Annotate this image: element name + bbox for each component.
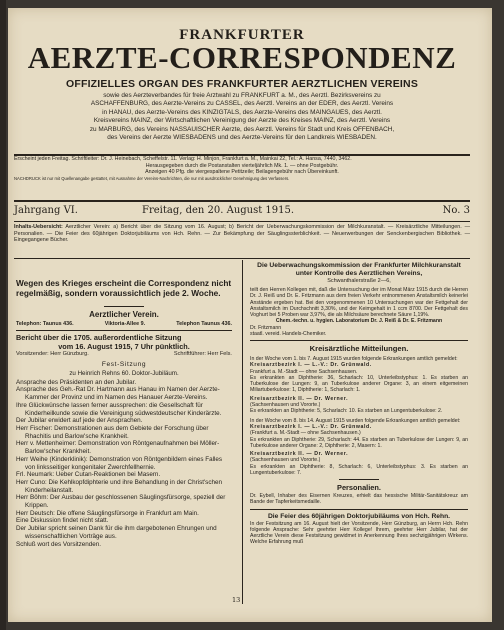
milch-body: teilt den Herren Kollegen mit, daß die Untersuchung der im Monat März 1915 durch die Herren Dr. J. Reiß und Dr. E. Fritzmann aus dem freien Verkehr entnommenen Anstaltsmilch keinerlei Anstände ergeben hat. Bei den vorgenommenen 10 Untersuchungen war der Fettgehalt der Anstaltsmilch im Durchschnitt 3,30%, und der Keimgehalt in 1 ccm 8700. Der Fettgehalt des Voghurt bei 5 Proben war 3,97%, die als Milchsäure berechnete Säure 1,19%. [250,287,468,319]
assoc-line: Kreisvereins MAINZ, der Wirtschaftlichen Vereinigung der Aerzte des Kreises MAINZ, des Aerztl. Vereins [93,117,391,125]
list-item: Herr Böhm: Der Ausbau der geschlossenen Säuglingsfürsorge, speziell der Krippen. [16,494,226,510]
milch-signature-name: Dr. Fritzmann [250,324,282,331]
verein-tel-1: Telephon: Taunus 436. [16,321,74,327]
list-item: Ihre Glückwünsche lassen ferner aussprechen: die Gesellschaft für Kinderheilkunde sowie die Vereinigung südwestdeutscher Kinderärzte. [16,401,222,417]
publication-info [14,156,470,182]
issue-volume: Jahrgang VI. [14,205,78,216]
bericht-title-1: Bericht über die 1705. außerordentliche Sitzung [16,333,182,342]
kreis-b-sub: (Sachsenhausen und Vororte.) [250,402,321,409]
section-rule [16,330,232,331]
milch-signature: Chem.-techn. u. hygien. Laboratorium Dr. J. Reiß & Dr. E. Fritzmann [275,318,443,325]
verein-address: Viktoria-Allee 9. [104,321,146,327]
war-notice: Wegen des Krieges erscheint die Correspondenz nicht regelmäßig, sondern voraussichtlich jede 2. Woche. [16,278,232,299]
assoc-line: zu MARBURG, des Vereins NASSAUISCHER Aerzte, des Aerztl. Vereins für Stadt und Kreis OFFENBACH, [89,125,395,133]
kreis-intro-1: In der Woche vom 1. bis 7. August 1915 wurden folgende Erkrankungen amtlich gemeldet: [250,355,458,362]
list-item: Herr Cuno: Die Kehlkopfdiphterie und ihre Behandlung in der Christ'schen Kinderheilanstalt. [16,478,222,494]
milch-address: Schwanthalerstraße 2—6, [327,278,391,284]
page-gutter [0,0,6,630]
contents-rule [14,258,470,259]
list-item: Der Jubilar spricht seinen Dank für die ihm dargebotenen Ehrungen und wissenschaftlichen Vorträge aus. [16,525,217,540]
personalien-body: Dr. Eybell, Inhaber des Eisernen Kreuzes, erhielt das hessische Militär-Sanitätskreuz am Bande der Tapferkeitsmedaille. [250,492,468,506]
pubinfo-line: NACHDRUCK ist nur mit Quellenangabe gestattet, mit Ausnahme der Vereins-Nachrichten, die nur mit ausdrücklicher Genehmigung des Verfassers. [14,175,290,181]
column-divider [242,260,243,604]
bericht-title-2: vom 16. August 1915, 7 Uhr pünktlich. [58,341,190,351]
personalien-title: Personalien. [337,483,381,493]
list-item: Der Jubilar erwidert auf jede der Ansprachen. [16,417,143,425]
section-rule [104,306,144,307]
feier-title: Die Feier des 60jährigen Doktorjubiläums von Hch. Rehn. [267,512,451,520]
page-edge [492,0,504,630]
contents-label: Inhalts-Uebersicht: [14,224,63,230]
issue-line [14,205,470,219]
festsitzung-title: Fest-Sitzung [101,361,147,369]
list-item: Ansprache des Präsidenten an den Jubilar. [16,378,137,386]
kreis-a-head: Kreisarztbezirk I. — L.-V.: Dr. Grünwald. [250,362,372,369]
masthead-subtitle: OFFIZIELLES ORGAN DES FRANKFURTER AERZTLICHEN VEREINS [65,78,419,90]
vorsitzender: Vorsitzender: Herr Günzburg. [16,351,89,358]
milch-signature-role: staatl. vereid. Handels-Chemiker. [250,331,327,338]
list-item: Schluß wort des Vorsitzenden. [16,540,102,548]
table-of-contents [14,224,470,244]
masthead-title-line2: AERZTE-CORRESPONDENZ [27,40,457,75]
kreis-a-body: Es erkrankten an Diphtherie: 36, Scharlach: 10, Unterleibstyphus: 1. Es starben an Tuberkulose der Lungen: 9, an Tuberkulose anderer Organe: 3, an einem eitgemeinen Miliartuberkulose: 1, Diphtherie: 1, Scharlach: 1. [250,374,468,394]
verein-tel-2: Telephon Taunus 436. [176,321,232,327]
list-item: Ansprache des Geh.-Rat Dr. Hartmann aus Hanau im Namen der Aerzte-Kammer der Provinz und im Namen des Hanauer Aerzte-Vereins. [16,386,220,402]
kreis-b-head: Kreisarztbezirk II. — Dr. Werner. [250,395,349,402]
kreis-d-head: Kreisarztbezirk II. — Dr. Werner. [250,451,349,458]
festsitzung-subtitle: zu Heinrich Rehns 60. Doktor-Jubiläum. [69,369,179,377]
feier-body: In der Festsitzung am 16. August hielt der Vorsitzende, Herr Günzburg, an Herrn Hch. Rehn folgende Ansprache: Sehr geehrter Herr Kollege! Ihrem, geehrter Herr Jubilar, hat der Aerztliche Verein diese Festsitzung gewidmet in Anerkennung Ihres sechzigjährigen Wirkens. Welche Erfahrung muß [250,520,468,546]
masthead-title-line1: FRANKFURTER [179,27,305,43]
verein-telephone-line [16,321,232,327]
section-rule [339,479,379,480]
kreis-c-body: Es erkrankten an Diphtherie: 29, Scharlach: 44. Es starben an Tuberkulose der Lungen: 9, an Tuberkulose anderer Organe: 2, Diphtherie: 2, Masern: 1. [250,436,468,449]
kreis-b-body: Es erkrankten an Diphtherie: 5, Scharlach: 10. Es starben an Lungentuberkulose: 2. [250,408,443,415]
bericht-officers [16,351,232,358]
section-rule [250,509,468,510]
assoc-line: des Vereins der Aerzte WIESBADENS und des Aerzte-Vereins für den Landkreis WIESBADEN. [107,134,377,142]
pubinfo-line: Herausgegeben durch die Postanstalten vierteljährlich Mk. 1. — ohne Postgebühr. [145,162,339,169]
schriftfuehrer: Schriftführer: Herr Fels. [173,351,232,358]
list-item: Herr Fischer: Demonstrationen aus dem Gebiete der Forschung über Rhachitis und Barlow'sche Krankheit. [16,425,209,440]
list-item: Eine Diskussion findet nicht statt. [16,517,109,525]
kreis-c-head: Kreisarztbezirk I. — L.-V.: Dr. Grünwald. [250,423,372,430]
list-item: Herr Weihe (Kinderklinik): Demonstration von Röntgenbildern eines Falles von linksseitiger kongenitaler Zwerchfellhernie. [16,455,223,471]
kreis-d-body: Es erkrankten an Diphtherie: 8, Scharlach: 6, Unterleibstyphus: 3. Es starben an Lungentuberkulose: 7. [250,463,468,477]
issue-number: No. 3 [442,205,470,216]
milch-title: Die Ueberwachungskommission der Frankfurter Milchkuranstalt unter Kontrolle des Aerztlichen Vereins, [257,262,461,277]
kreis-a-sub: Frankfurt a. M.-Stadt — ohne Sachsenhausen. [250,368,358,375]
list-item: Herr Deutsch: Die offene Säuglingsfürsorge in Frankfurt am Main. [16,509,199,517]
list-item: Herr v. Mettenheimer: Demonstration von Röntgenaufnahmen bei Möller-Barlow'scher Krankheit. [16,440,220,456]
kreis-c-sub: (Frankfurt a. M.-Stadt — ohne Sachsenhausen.) [250,430,361,437]
pubinfo-line: Erscheint jeden Freitag. Schriftleiter: Dr. J. Heinebach, Scheffelstr. 11. Verlag: H. Minjon, Frankfurt a. M., Mainkai 22, Tel.: A. Hansa, 7440, 3462. [14,156,352,162]
contents-text: Aerztlicher Verein: a) Bericht über die Sitzung vom 16. August; b) Bericht der Ueberwachungskommission der Milchkuranstalt. — Kreisärztliche Mitteilungen. — Personalien. — Die Feier des 60jährigen Doktorjubiläums von Hch. Rehn. — Zur Bekämpfung der Säuglingssterblichkeit. — Neuerwerbungen der Senckenbergischen Bibliothek. — Eingegangene Bücher. [14,224,471,244]
masthead [10,28,474,142]
kreis-title: Kreisärztliche Mitteilungen. [309,344,409,354]
assoc-line: in HANAU, des Aerzte-Vereins des KINZIGTALS, des Aerzte-Vereins des MAINGAUES, des Aerztl. [102,108,382,116]
left-column [16,262,232,600]
page-number: 13 [232,596,241,604]
verein-title: Aerztlicher Verein. [89,310,159,320]
assoc-line: ASCHAFFENBURG, des Aerzte-Vereins zu CASSEL, des Aerztl. Vereins an der EDER, des Aerztl. Vereins [90,100,394,108]
kreis-intro-2: In der Woche vom 8. bis 14. August 1915 wurden folgende Erkrankungen amtlich gemeldet: [250,417,461,424]
agenda-list [16,379,232,548]
pubinfo-line: Anzeigen 40 Pfg. die viergespaltene Petitzeile; Beilagengebühr nach Übereinkunft. [145,169,339,176]
issue-rule-top [14,200,470,202]
right-column [250,262,468,600]
masthead-associations [10,92,474,142]
issue-date: Freitag, den 20. August 1915. [142,205,295,216]
kreis-d-sub: (Sachsenhausen und Vororte.) [250,457,321,464]
section-rule [250,340,468,341]
issue-rule-bottom [14,221,470,222]
list-item: Frl. Neumark: Ueber Cutan-Reaktionen bei Masern. [16,471,161,479]
assoc-line: sowie des Aerzteverbandes für freie Arztwahl zu FRANKFURT a. M., des Aerztl. Bezirksvereins zu [103,92,381,99]
